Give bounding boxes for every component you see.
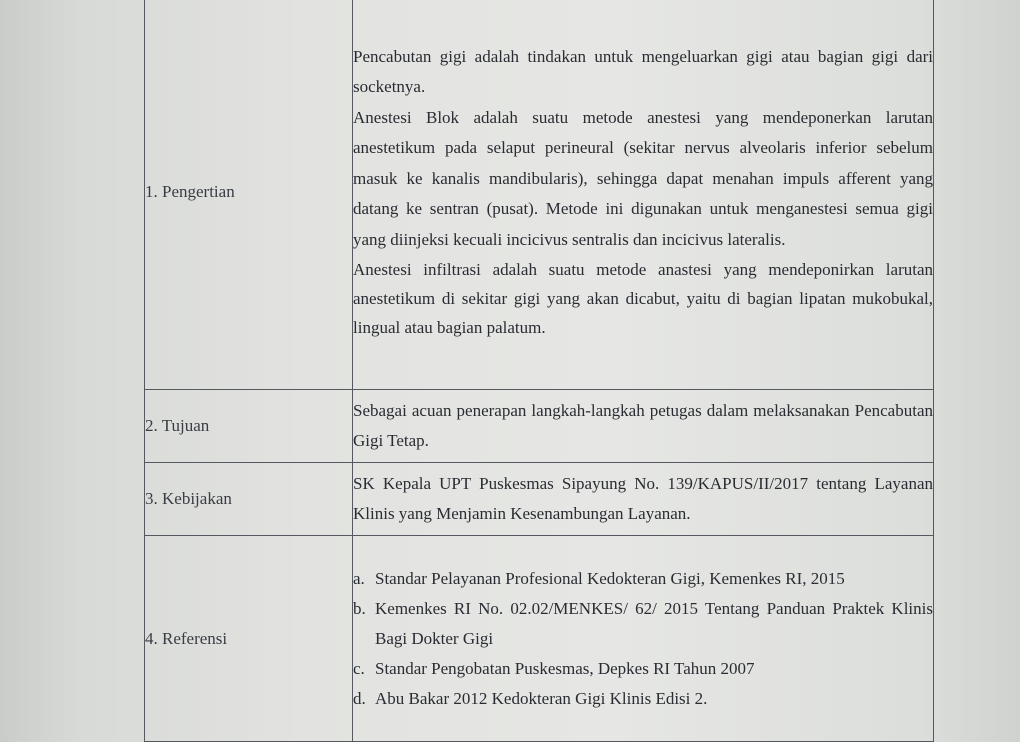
list-item-text: Standar Pengobatan Puskesmas, Depkes RI Tahun 2007: [375, 658, 755, 678]
reference-list: [353, 564, 933, 714]
list-marker: b.: [353, 598, 366, 618]
list-item: [353, 594, 933, 654]
paragraph: Anestesi Blok adalah suatu metode anestesi yang mendeponerkan larutan anestetikum pada selaput perineural (sekitar nervus alveolaris inferior sebelum masuk ke kanalis mandibularis), sehingga dapat menahan impuls afferent yang datang ke sentran (pusat). Metode ini digunakan untuk menganestesi semua gigi yang diinjeksi kecuali incicivus sentralis dan incicivus lateralis.: [353, 107, 933, 249]
list-marker: a.: [353, 568, 365, 588]
row-label: 2. Tujuan: [145, 390, 353, 463]
paragraph: Anestesi infiltrasi adalah suatu metode anastesi yang mendeponirkan larutan anestetikum di sekitar gigi yang akan dicabut, yaitu di bagian lipatan mukobukal, lingual atau bagian palatum.: [353, 260, 933, 338]
table-row-referensi: [145, 536, 934, 742]
row-content: [353, 0, 934, 390]
list-marker: d.: [353, 688, 366, 708]
table-row-kebijakan: [145, 463, 934, 536]
table-row-tujuan: [145, 390, 934, 463]
row-label: 1. Pengertian: [145, 0, 353, 390]
row-label: 4. Referensi: [145, 536, 353, 742]
row-content: [353, 536, 934, 742]
paragraph: Pencabutan gigi adalah tindakan untuk mengeluarkan gigi atau bagian gigi dari socketnya.: [353, 46, 933, 97]
list-item-text: Abu Bakar 2012 Kedokteran Gigi Klinis Edisi 2.: [375, 688, 708, 708]
list-item-text: Kemenkes RI No. 02.02/MENKES/ 62/ 2015 Tentang Panduan Praktek Klinis Bagi Dokter Gigi: [375, 598, 933, 648]
row-label: 3. Kebijakan: [145, 463, 353, 536]
row-content: [353, 463, 934, 536]
list-item: [353, 684, 933, 714]
paragraph: Sebagai acuan penerapan langkah-langkah petugas dalam melaksanakan Pencabutan Gigi Tetap.: [353, 400, 933, 450]
list-item: [353, 564, 933, 594]
table-row-pengertian: [145, 0, 934, 390]
list-marker: c.: [353, 658, 365, 678]
list-item: [353, 654, 933, 684]
paragraph: SK Kepala UPT Puskesmas Sipayung No. 139/KAPUS/II/2017 tentang Layanan Klinis yang Menjamin Kesenambungan Layanan.: [353, 473, 933, 523]
sop-table: [144, 0, 934, 742]
list-item-text: Standar Pelayanan Profesional Kedokteran Gigi, Kemenkes RI, 2015: [375, 568, 845, 588]
row-content: [353, 390, 934, 463]
